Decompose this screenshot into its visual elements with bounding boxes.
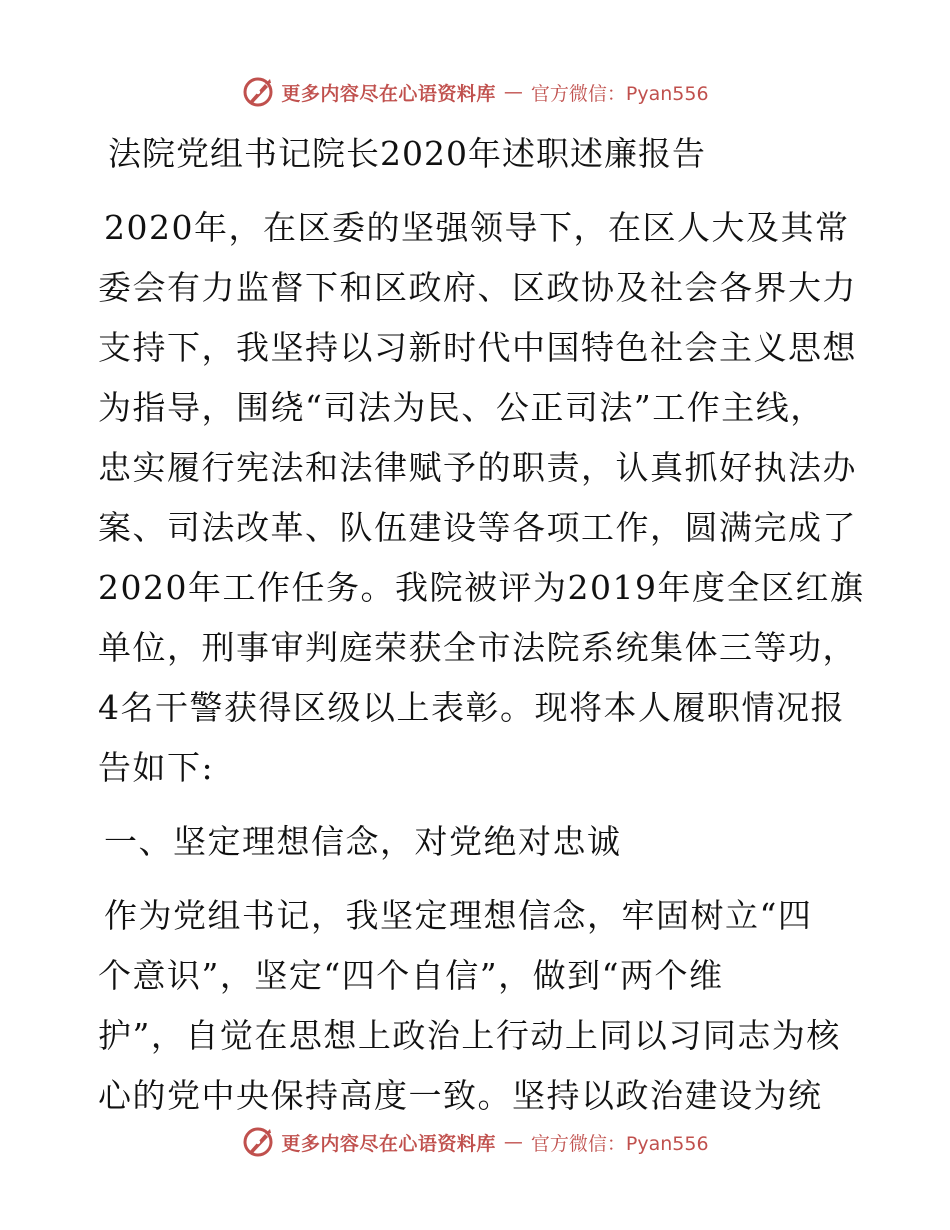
watermark-separator: — (503, 81, 523, 103)
intro-line: 委会有力监督下和区政府、区政协及社会各界大力 (98, 268, 857, 307)
intro-line: 为指导，围绕“司法为民、公正司法”工作主线， (98, 388, 825, 427)
section-line: 个意识”，坚定“四个自信”，做到“两个维 (98, 956, 724, 995)
quill-pen-logo-icon (241, 75, 275, 109)
intro-line: 案、司法改革、队伍建设等各项工作，圆满完成了 (98, 508, 857, 547)
watermark-wechat-text: 官方微信：Pyan556 (530, 1132, 709, 1155)
document-title: 法院党组书记院长2020年述职述廉报告 (108, 134, 706, 173)
intro-line: 4名干警获得区级以上表彰。现将本人履职情况报 (98, 688, 845, 727)
watermark-brand-text: 更多内容尽在心语资料库 (281, 1132, 496, 1155)
document-body (98, 124, 865, 1126)
intro-line: 忠实履行宪法和法律赋予的职责，认真抓好执法办 (98, 448, 857, 487)
intro-line: 2020年，在区委的坚强领导下，在区人大及其常 (104, 208, 850, 247)
intro-line: 告如下: (98, 748, 215, 787)
watermark-brand-text: 更多内容尽在心语资料库 (281, 82, 496, 105)
intro-line: 2020年工作任务。我院被评为2019年度全区红旗 (98, 568, 865, 607)
intro-line: 支持下，我坚持以习新时代中国特色社会主义思想 (98, 328, 857, 367)
intro-line: 单位，刑事审判庭荣获全市法院系统集体三等功， (98, 628, 857, 667)
watermark-separator: — (503, 1131, 523, 1153)
section-line: 作为党组书记，我坚定理想信念，牢固树立“四 (104, 896, 813, 935)
watermark-banner-top (0, 72, 950, 112)
section-heading: 一、坚定理想信念，对党绝对忠诚 (104, 822, 622, 861)
quill-pen-logo-icon (241, 1125, 275, 1159)
section-line: 护”，自觉在思想上政治上行动上同以习同志为核 (98, 1016, 841, 1055)
section-line: 心的党中央保持高度一致。坚持以政治建设为统 (98, 1076, 823, 1115)
watermark-banner-bottom (0, 1122, 950, 1162)
watermark-wechat-text: 官方微信：Pyan556 (530, 82, 709, 105)
